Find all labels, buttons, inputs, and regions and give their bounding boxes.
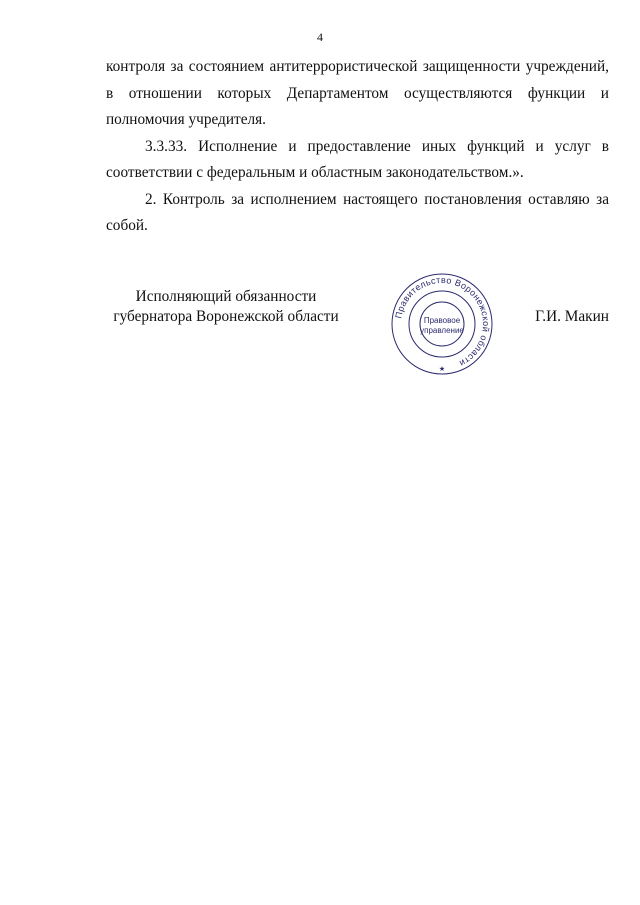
official-seal-stamp [390, 272, 494, 376]
signatory-position-line-1: Исполняющий обязанности [135, 288, 317, 305]
paragraph-3: 2. Контроль за исполнением настоящего постановления оставляю за собой. [106, 190, 609, 234]
paragraph-2: 3.3.33. Исполнение и предоставление иных функций и услуг в соответствии с федеральным и областным законодательством.». [106, 137, 609, 181]
seal-inner-text-line-1: Правовое [423, 316, 461, 325]
paragraph-1: контроля за состоянием антитеррористической защищенности учреждений, в отношении которых Департаментом осуществляются функции и полномочия учредителя. [106, 58, 609, 128]
seal-inner-text-line-2: управление [420, 326, 464, 335]
document-body [106, 54, 609, 240]
signatory-position [106, 287, 346, 327]
page-number: 4 [317, 30, 323, 44]
seal-outer-text: Правительство Воронежской области [393, 274, 492, 369]
signatory-name: Г.И. Макин [535, 308, 609, 325]
signatory-position-line-2: губернатора Воронежской области [113, 308, 339, 325]
seal-star-icon: ★ [438, 365, 446, 373]
